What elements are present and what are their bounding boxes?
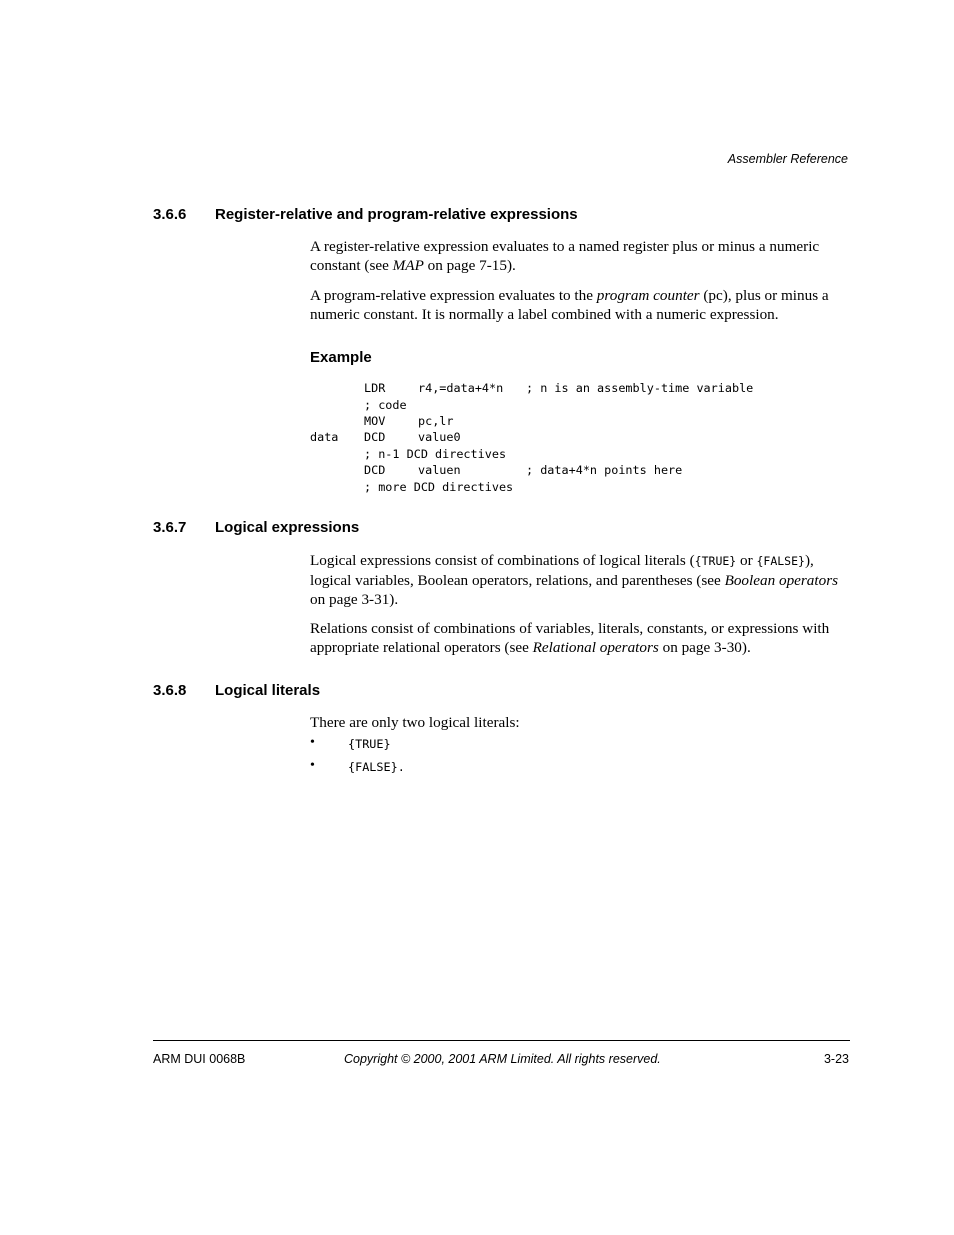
list-item: {TRUE} xyxy=(348,737,391,751)
section-number: 3.6.6 xyxy=(153,206,187,223)
code-op: ; n-1 DCD directives xyxy=(364,447,507,461)
code-op: MOV xyxy=(364,414,386,428)
paragraph: A program-relative expression evaluates to the program counter (pc), plus or minus a numeric constant. It is normally a label combined with a numeric expression. xyxy=(310,287,829,323)
bullet-icon: • xyxy=(310,735,315,750)
code-comment: ; data+4*n points here xyxy=(526,463,683,477)
code-arg: r4,=data+4*n xyxy=(418,381,504,395)
code-op: ; more DCD directives xyxy=(364,480,514,494)
cross-reference: Boolean operators xyxy=(724,572,839,589)
footer-divider xyxy=(153,1040,850,1041)
code-op: ; code xyxy=(364,398,407,412)
running-header: Assembler Reference xyxy=(727,152,848,166)
footer-copyright: Copyright © 2000, 2001 ARM Limited. All rights reserved. xyxy=(344,1052,661,1066)
paragraph: Relations consist of combinations of variables, literals, constants, or expressions with appropriate relational operators (see Relational operators on page 3-30). xyxy=(310,620,830,656)
code-arg: value0 xyxy=(418,430,461,444)
paragraph: A register-relative expression evaluates to a named register plus or minus a numeric constant (see MAP on page 7-15). xyxy=(310,238,820,274)
section-title: Register-relative and program-relative expressions xyxy=(215,206,578,223)
code-op: LDR xyxy=(364,381,386,395)
footer-doc-id: ARM DUI 0068B xyxy=(153,1052,246,1066)
code-arg: valuen xyxy=(418,463,461,477)
code-op: DCD xyxy=(364,463,386,477)
footer-page-number: 3-23 xyxy=(823,1052,849,1066)
section-number: 3.6.7 xyxy=(153,519,187,536)
cross-reference: MAP xyxy=(392,257,424,274)
code-op: DCD xyxy=(364,430,386,444)
list-item: {FALSE}. xyxy=(348,760,405,774)
paragraph: Logical expressions consist of combinations of logical literals ({TRUE} or {FALSE}), logical variables, Boolean operators, relations, and parentheses (see Boolean operators on page 3-31). xyxy=(310,552,839,608)
cross-reference: Relational operators xyxy=(532,639,659,656)
section-number: 3.6.8 xyxy=(153,682,187,699)
paragraph: There are only two logical literals: xyxy=(310,714,520,731)
code-arg: pc,lr xyxy=(418,414,454,428)
code-label: data xyxy=(310,430,339,444)
bullet-icon: • xyxy=(310,758,315,773)
section-title: Logical literals xyxy=(215,682,321,699)
code-comment: ; n is an assembly-time variable xyxy=(526,381,754,395)
example-heading: Example xyxy=(310,349,372,366)
section-title: Logical expressions xyxy=(215,519,360,536)
